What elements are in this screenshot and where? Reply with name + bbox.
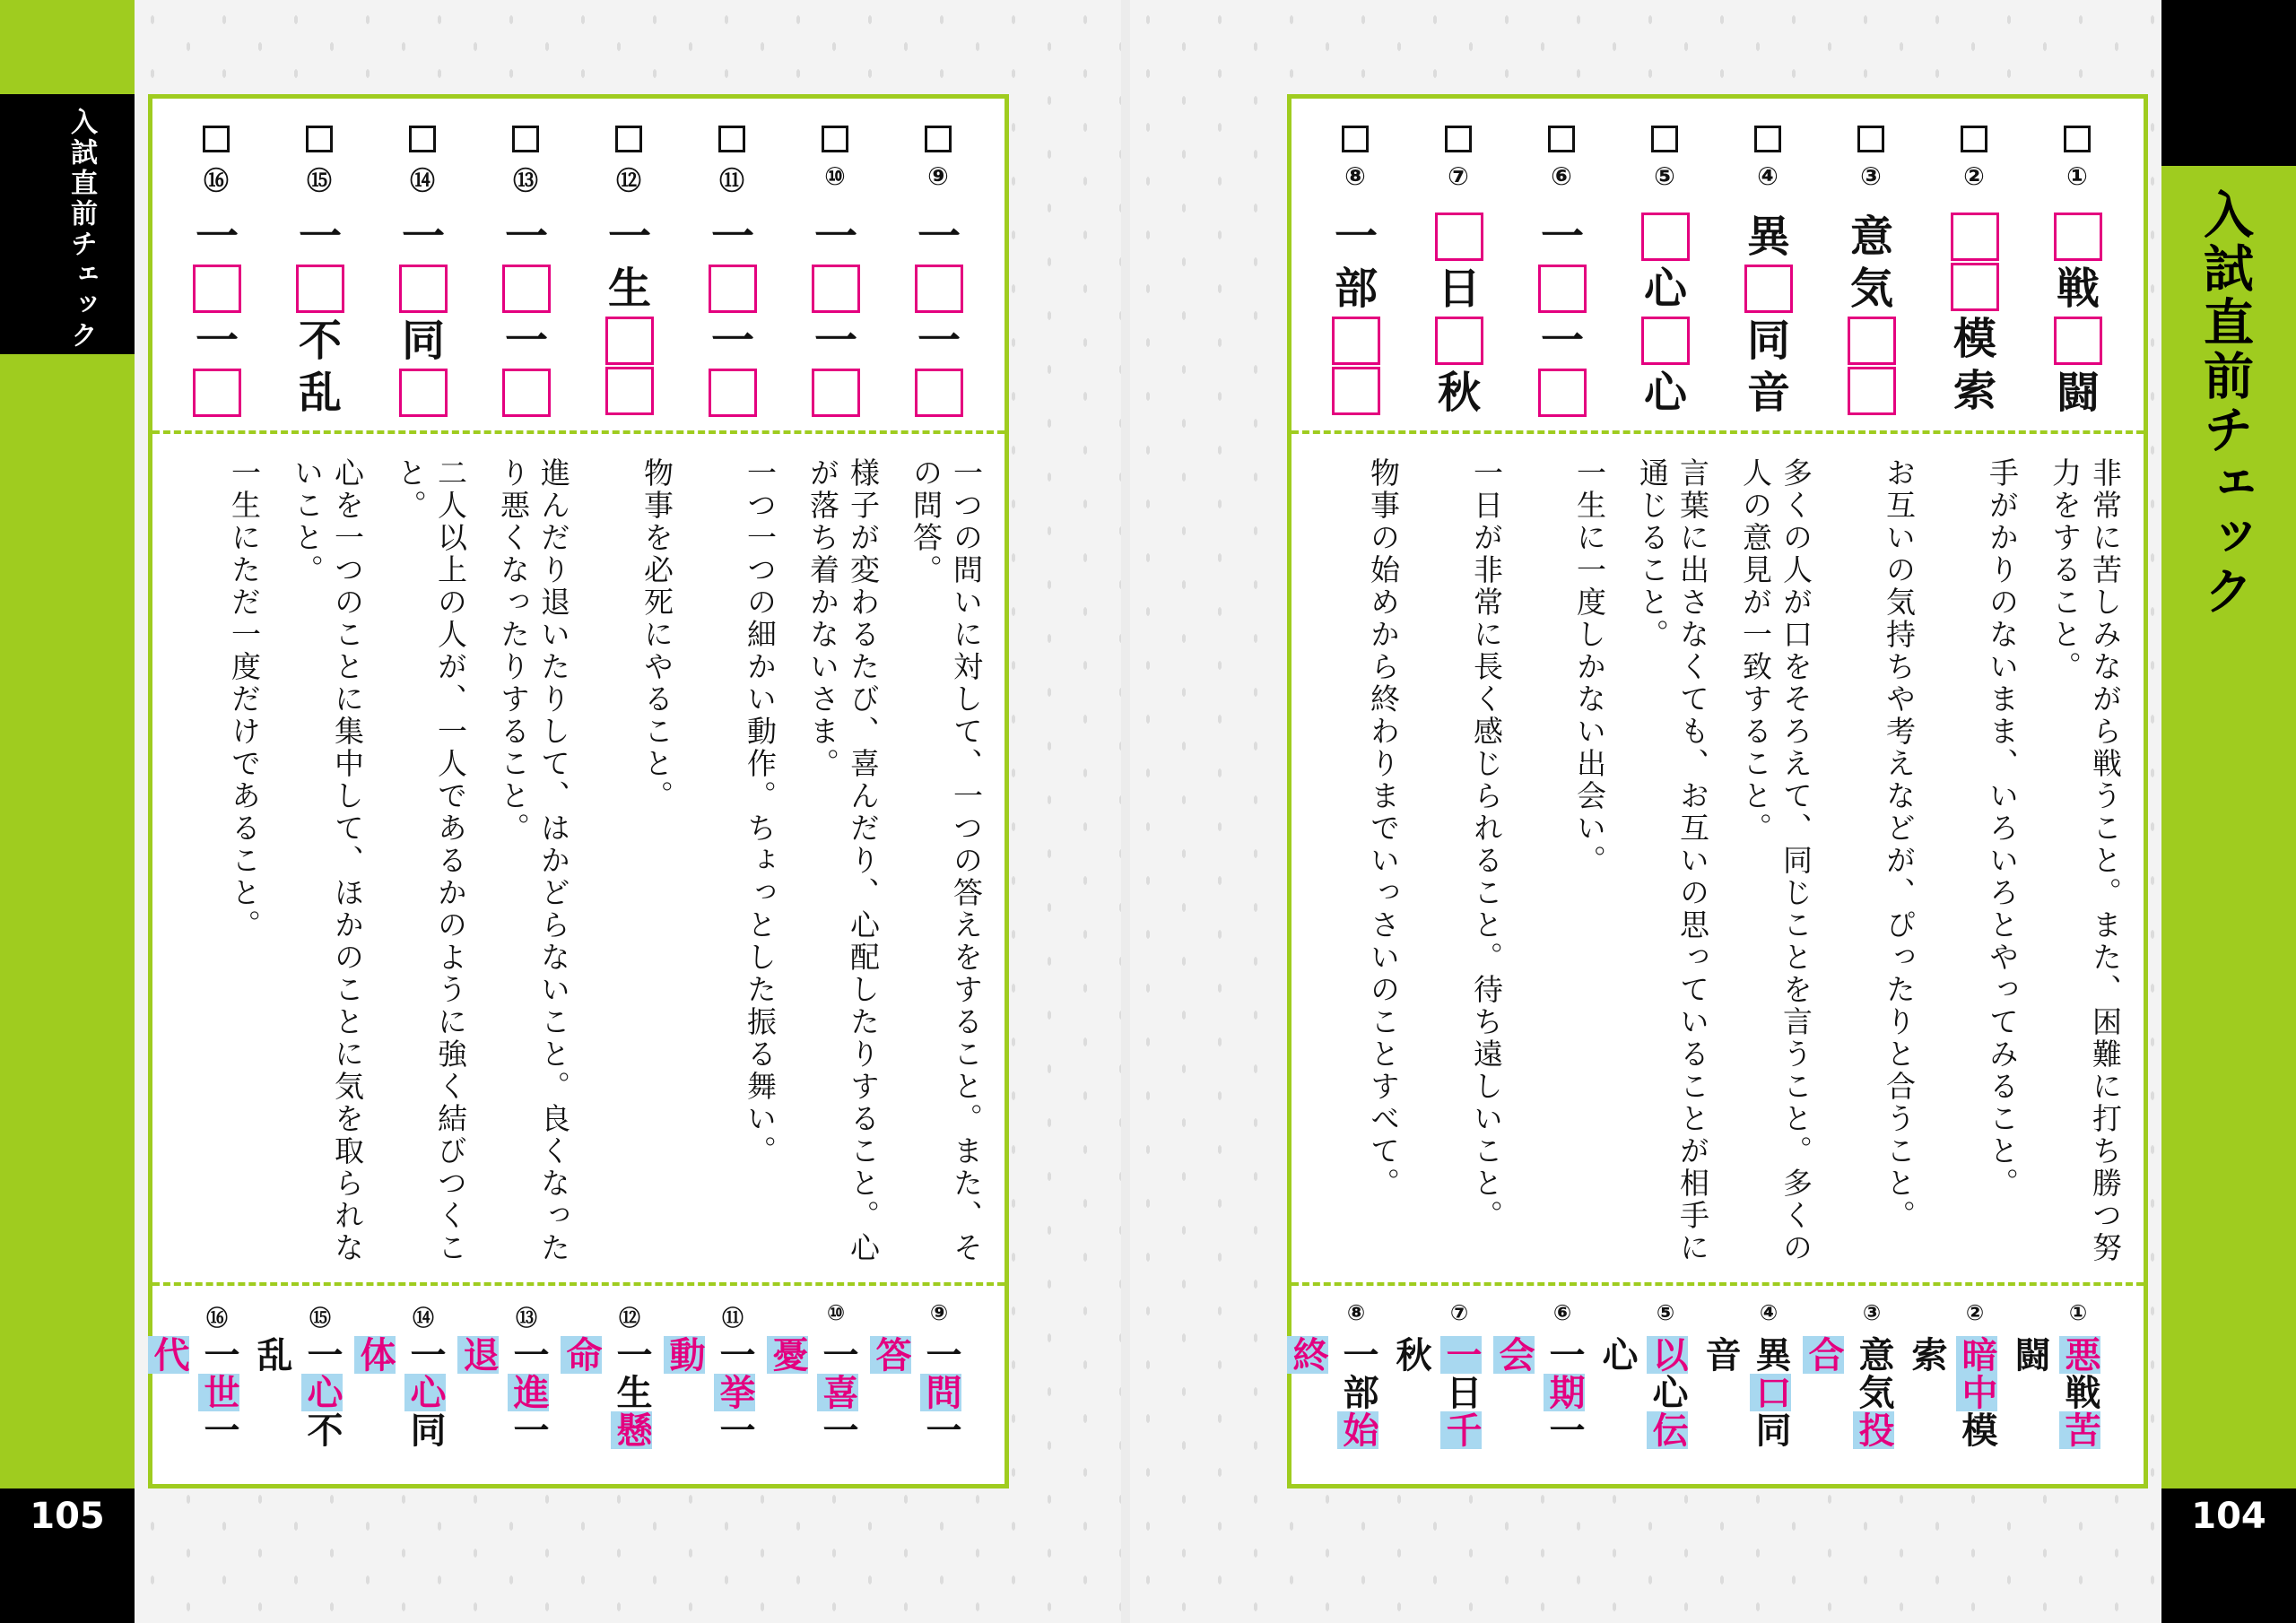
checkbox[interactable] [1445, 126, 1472, 152]
section-title-left: 入試直前チェック [65, 108, 97, 352]
answer-text: 一 [301, 1336, 343, 1374]
answer-highlight: 投合 [1803, 1336, 1894, 1449]
answer-text: 同 [404, 1411, 446, 1449]
answer-number: ④ [1759, 1300, 1779, 1325]
blank-answer-box[interactable] [1435, 317, 1483, 365]
answer-text: 戦 [2059, 1374, 2100, 1411]
idiom-puzzle [707, 211, 759, 419]
idiom-character: 一 [195, 212, 239, 262]
answer-highlight: 世 [198, 1374, 239, 1411]
idiom-character: 模 [1952, 314, 1996, 364]
answer-text: 心 [1647, 1374, 1688, 1411]
blank-answer-box[interactable] [1744, 265, 1793, 313]
answer-text: 闘 [2009, 1336, 2050, 1374]
answer-text: 一 [198, 1336, 239, 1374]
idiom-character: 音 [1746, 368, 1790, 418]
item-number: ⑤ [1654, 161, 1675, 191]
checkbox[interactable] [822, 126, 848, 152]
item-number: ④ [1757, 161, 1779, 191]
idiom-meaning: 物事の始めから終わりまでいっさいのことすべて。 [1366, 457, 1401, 1200]
answer-idiom [1803, 1336, 1899, 1484]
checkbox[interactable] [718, 126, 745, 152]
answer-number: ① [2068, 1300, 2088, 1325]
idiom-meaning: 手がかりのないまま、いろいろとやってみること。 [1985, 457, 2020, 1200]
blank-answer-box[interactable] [605, 367, 654, 415]
answer-number: ⑦ [1449, 1300, 1469, 1325]
quiz-panel-left [148, 94, 1009, 1488]
answer-highlight: 悪 [2059, 1336, 2100, 1374]
idiom-character: 一 [195, 316, 239, 366]
item-number: ⑬ [512, 166, 538, 195]
idiom-meaning: 一つ一つの細かい動作。ちょっとした振る舞い。 [743, 457, 778, 1167]
idiom-character: 異 [1746, 212, 1790, 262]
checkbox[interactable] [1548, 126, 1575, 152]
blank-answer-box[interactable] [193, 265, 241, 313]
answer-number: ⑤ [1656, 1300, 1675, 1325]
answer-highlight: 退 [457, 1336, 499, 1374]
answer-highlight: 一 [1440, 1336, 1482, 1374]
answer-highlight: 心 [301, 1374, 343, 1411]
idiom-character: 一 [710, 212, 754, 262]
blank-answer-box[interactable] [399, 265, 448, 313]
checkbox[interactable] [615, 126, 642, 152]
item-number: ② [1963, 161, 1985, 191]
idiom-character: 日 [1437, 264, 1481, 314]
quiz-item [1493, 99, 1614, 1484]
blank-answer-box[interactable] [2054, 213, 2102, 261]
answer-number: ⑩ [826, 1300, 846, 1325]
answer-text: 意気 [1853, 1336, 1894, 1411]
blank-answer-box[interactable] [1951, 213, 1999, 261]
item-number: ⑥ [1551, 161, 1572, 191]
answer-number: ③ [1862, 1300, 1882, 1325]
answer-highlight: 問 [920, 1374, 961, 1411]
answer-idiom [1700, 1336, 1796, 1484]
blank-answer-box[interactable] [1538, 265, 1587, 313]
blank-answer-box[interactable] [1538, 369, 1587, 417]
checkbox[interactable] [1342, 126, 1369, 152]
idiom-puzzle [1949, 211, 2001, 417]
answer-idiom [1390, 1336, 1486, 1484]
quiz-item [1287, 99, 1408, 1484]
answer-text: 模索 [1906, 1336, 1997, 1449]
answer-highlight: 以 [1647, 1336, 1688, 1374]
idiom-character: 部 [1334, 264, 1378, 314]
idiom-character: 一 [1334, 212, 1378, 262]
idiom-character: 一 [917, 212, 961, 262]
blank-answer-box[interactable] [915, 369, 963, 417]
blank-answer-box[interactable] [2054, 317, 2102, 365]
idiom-character: 一 [813, 316, 857, 366]
quiz-item [561, 99, 682, 1484]
idiom-meaning: 一生にただ一度だけであること。 [227, 457, 262, 942]
idiom-character: 心 [1643, 264, 1687, 314]
answer-highlight: 懸命 [561, 1336, 652, 1449]
answer-text: 一 [1544, 1336, 1585, 1374]
blank-answer-box[interactable] [709, 265, 757, 313]
idiom-character: 一 [401, 212, 445, 262]
answer-highlight: 会 [1493, 1336, 1535, 1374]
blank-answer-box[interactable] [605, 317, 654, 365]
idiom-character: 一 [1540, 212, 1584, 262]
idiom-character: 心 [1643, 368, 1687, 418]
blank-answer-box[interactable] [1951, 263, 1999, 311]
idiom-puzzle [2052, 211, 2104, 419]
right-top-tab [2161, 0, 2296, 166]
idiom-character: 気 [1849, 264, 1893, 314]
answer-idiom [251, 1336, 347, 1484]
idiom-character: 戦 [2056, 264, 2100, 314]
item-number: ⑨ [927, 161, 949, 191]
checkbox[interactable] [1961, 126, 1987, 152]
item-number: ⑯ [203, 166, 229, 195]
quiz-item [148, 99, 269, 1484]
answer-number: ⑫ [619, 1306, 640, 1331]
quiz-item [767, 99, 888, 1484]
idiom-meaning: 二人以上の人が、一人であるかのように強く結びつくこと。 [393, 457, 468, 1264]
answer-idiom [1287, 1336, 1383, 1484]
answer-highlight: 体 [354, 1336, 396, 1374]
answer-number: ⑥ [1552, 1300, 1572, 1325]
answer-highlight: 進 [508, 1374, 549, 1411]
idiom-character: 一 [813, 212, 857, 262]
idiom-meaning: 進んだり退いたりして、はかどらないこと。良くなったり悪くなったりすること。 [496, 457, 571, 1264]
page-number-left: 105 [30, 1496, 105, 1537]
answer-number: ⑪ [722, 1306, 744, 1331]
answer-highlight: 伝 [1647, 1411, 1688, 1449]
answer-highlight: 動 [664, 1336, 705, 1374]
quiz-item [354, 99, 475, 1484]
answer-highlight: 喜 [817, 1374, 858, 1411]
checkbox[interactable] [1651, 126, 1678, 152]
answer-text: 心 [1596, 1336, 1638, 1374]
item-number: ⑩ [824, 161, 846, 191]
answer-highlight: 挙 [714, 1374, 755, 1411]
quiz-item [1803, 99, 1924, 1484]
answer-number: ⑨ [929, 1300, 949, 1325]
checkbox[interactable] [203, 126, 230, 152]
blank-answer-box[interactable] [812, 369, 860, 417]
answer-number: ⑧ [1346, 1300, 1366, 1325]
answer-idiom [457, 1336, 553, 1484]
answer-idiom [870, 1336, 966, 1484]
answer-text: 一 [198, 1411, 239, 1449]
answer-text: 秋 [1390, 1336, 1431, 1374]
item-number: ⑧ [1344, 161, 1366, 191]
idiom-character: 不 [298, 316, 342, 366]
answer-highlight: 答 [870, 1336, 911, 1374]
idiom-character: 一 [917, 316, 961, 366]
idiom-character: 闘 [2056, 368, 2100, 418]
idiom-puzzle [913, 211, 965, 419]
answer-text: 同音 [1700, 1336, 1791, 1449]
idiom-character: 一 [504, 212, 548, 262]
answer-highlight: 千 [1440, 1411, 1482, 1449]
idiom-puzzle [500, 211, 552, 419]
blank-answer-box[interactable] [1848, 367, 1896, 415]
item-number: ⑦ [1448, 161, 1469, 191]
answer-text: 一 [508, 1411, 549, 1449]
checkbox[interactable] [1857, 126, 1884, 152]
answer-text: 一 [920, 1336, 961, 1374]
idiom-character: 索 [1952, 366, 1996, 416]
idiom-character: 一 [504, 316, 548, 366]
idiom-character: 一 [1540, 316, 1584, 366]
idiom-character: 一 [710, 316, 754, 366]
quiz-item [664, 99, 785, 1484]
idiom-puzzle [1536, 211, 1588, 419]
idiom-puzzle [397, 211, 449, 419]
idiom-meaning: 心を一つのことに集中して、ほかのことに気を取られないこと。 [290, 457, 365, 1264]
blank-answer-box[interactable] [193, 369, 241, 417]
answer-text: 一 [817, 1411, 858, 1449]
blank-answer-box[interactable] [1435, 213, 1483, 261]
idiom-meaning: 一日が非常に長く感じられること。待ち遠しいこと。 [1469, 457, 1504, 1232]
item-number: ⑪ [718, 166, 744, 195]
checkbox[interactable] [2064, 126, 2091, 152]
blank-answer-box[interactable] [915, 265, 963, 313]
item-number: ⑭ [409, 166, 435, 195]
checkbox[interactable] [409, 126, 436, 152]
item-number: ③ [1860, 161, 1882, 191]
answer-text: 一 [714, 1336, 755, 1374]
quiz-item [1700, 99, 1821, 1484]
answer-highlight: 始終 [1287, 1336, 1378, 1449]
answer-number: ② [1965, 1300, 1985, 1325]
answer-idiom [354, 1336, 450, 1484]
idiom-character: 秋 [1437, 368, 1481, 418]
idiom-meaning: 多くの人が口をそろえて、同じことを言うこと。多くの人の意見が一致すること。 [1738, 457, 1813, 1264]
answer-highlight: 期 [1544, 1374, 1585, 1411]
answer-text: 一 [508, 1336, 549, 1374]
answer-text: 一 [1544, 1411, 1585, 1449]
idiom-puzzle [604, 211, 656, 417]
idiom-meaning: 様子が変わるたび、喜んだり、心配したりすること。心が落ち着かないさま。 [805, 457, 881, 1264]
blank-answer-box[interactable] [1332, 317, 1380, 365]
answer-idiom [1596, 1336, 1692, 1484]
quiz-item [457, 99, 578, 1484]
idiom-character: 生 [607, 264, 651, 314]
blank-answer-box[interactable] [502, 369, 551, 417]
answer-idiom [2009, 1336, 2105, 1484]
idiom-puzzle [810, 211, 862, 419]
answer-idiom [561, 1336, 657, 1484]
blank-answer-box[interactable] [1641, 317, 1690, 365]
item-number: ⑫ [615, 166, 641, 195]
idiom-puzzle [191, 211, 243, 419]
answer-number: ⑬ [516, 1306, 537, 1331]
idiom-puzzle [1846, 211, 1898, 417]
idiom-puzzle [294, 211, 346, 419]
idiom-meaning: 一つの問いに対して、一つの答えをすること。また、その問答。 [909, 457, 984, 1264]
answer-highlight: 代 [148, 1336, 189, 1374]
idiom-character: 同 [401, 316, 445, 366]
quiz-item [1390, 99, 1511, 1484]
answer-text: 日 [1440, 1374, 1482, 1411]
idiom-character: 乱 [298, 368, 342, 418]
answer-highlight: 憂 [767, 1336, 808, 1374]
item-number: ① [2066, 161, 2088, 191]
blank-answer-box[interactable] [296, 265, 344, 313]
answer-idiom [767, 1336, 863, 1484]
checkbox[interactable] [512, 126, 539, 152]
idiom-puzzle [1743, 211, 1795, 419]
answer-text: 一 [817, 1336, 858, 1374]
answer-text: 不乱 [251, 1336, 343, 1449]
answer-text: 異 [1750, 1336, 1791, 1374]
quiz-item [1596, 99, 1718, 1484]
blank-answer-box[interactable] [1641, 213, 1690, 261]
answer-idiom [664, 1336, 760, 1484]
checkbox[interactable] [1754, 126, 1781, 152]
section-title-right: 入試直前チェック [2196, 188, 2254, 619]
quiz-item [251, 99, 372, 1484]
idiom-puzzle [1433, 211, 1485, 419]
answer-text: 一 [714, 1411, 755, 1449]
checkbox[interactable] [306, 126, 333, 152]
idiom-character: 一 [298, 212, 342, 262]
answer-number: ⑯ [206, 1306, 228, 1331]
answer-idiom [1493, 1336, 1589, 1484]
quiz-item [2009, 99, 2130, 1484]
answer-highlight: 苦 [2059, 1411, 2100, 1449]
answer-highlight: 暗中 [1956, 1336, 1997, 1411]
blank-answer-box[interactable] [399, 369, 448, 417]
answer-idiom [1906, 1336, 2002, 1484]
idiom-meaning: 一生に一度しかない出会い。 [1572, 457, 1607, 877]
idiom-character: 意 [1849, 212, 1893, 262]
checkbox[interactable] [925, 126, 952, 152]
quiz-item [1906, 99, 2027, 1484]
blank-answer-box[interactable] [1848, 317, 1896, 365]
answer-text: 一 [404, 1336, 446, 1374]
idiom-meaning: 非常に苦しみながら戦うこと。また、困難に打ち勝つ努力をすること。 [2048, 457, 2123, 1264]
page-number-right: 104 [2191, 1496, 2266, 1537]
idiom-character: 一 [607, 212, 651, 262]
blank-answer-box[interactable] [502, 265, 551, 313]
answer-number: ⑭ [413, 1306, 434, 1331]
idiom-meaning: お互いの気持ちや考えなどが、ぴったりと合うこと。 [1882, 457, 1917, 1232]
answer-text: 一 [920, 1411, 961, 1449]
answer-text: 一生 [611, 1336, 652, 1411]
idiom-character: 同 [1746, 316, 1790, 366]
item-number: ⑮ [306, 166, 332, 195]
answer-number: ⑮ [309, 1306, 331, 1331]
blank-answer-box[interactable] [812, 265, 860, 313]
quiz-panel-right [1287, 94, 2148, 1488]
idiom-puzzle [1330, 211, 1382, 417]
quiz-item [870, 99, 991, 1484]
blank-answer-box[interactable] [709, 369, 757, 417]
answer-highlight: 口 [1750, 1374, 1791, 1411]
answer-highlight: 心 [404, 1374, 446, 1411]
answer-text: 一部 [1337, 1336, 1378, 1411]
idiom-puzzle [1639, 211, 1692, 419]
idiom-meaning: 言葉に出さなくても、お互いの思っていることが相手に通じること。 [1635, 457, 1710, 1264]
blank-answer-box[interactable] [1332, 367, 1380, 415]
answer-idiom [148, 1336, 244, 1484]
idiom-meaning: 物事を必死にやること。 [639, 457, 674, 812]
